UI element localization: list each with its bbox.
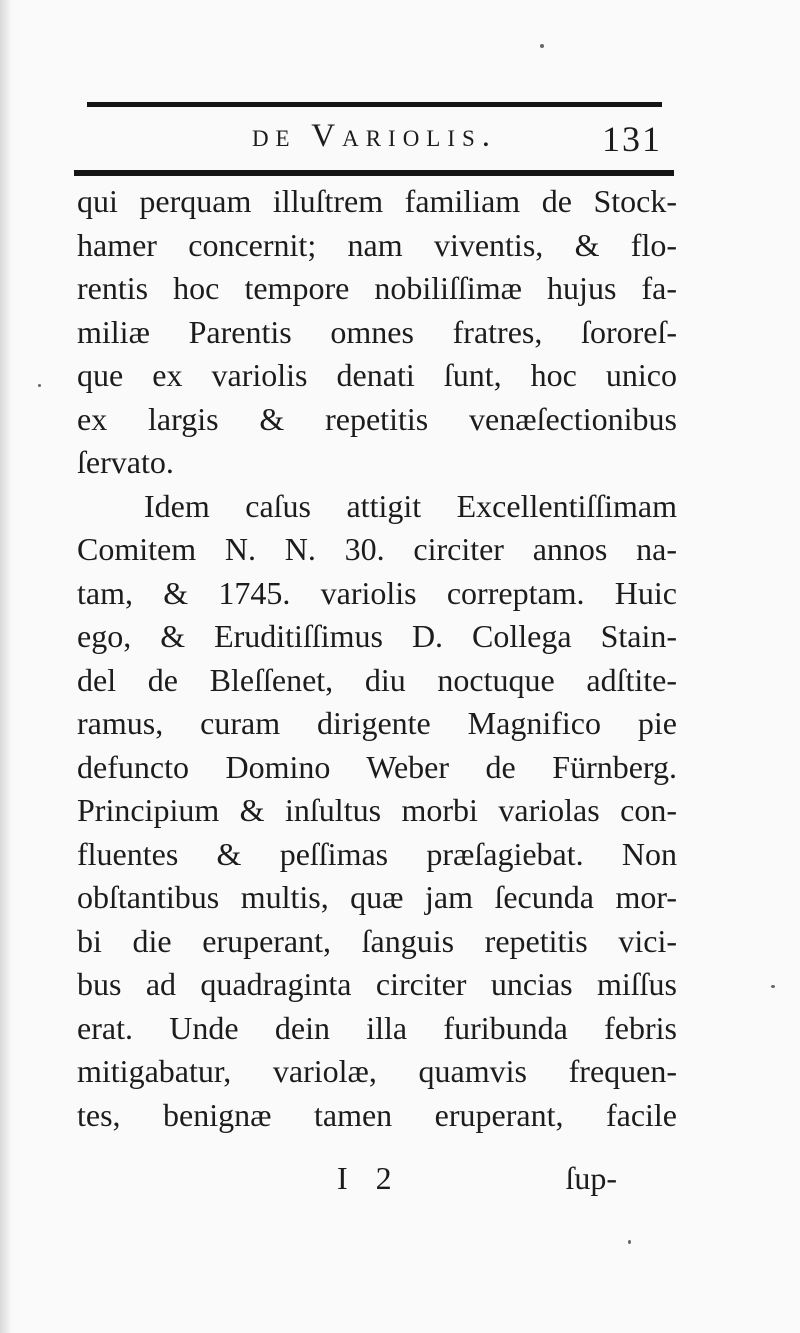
text-line: defuncto Domino Weber de Fürnberg.: [77, 748, 677, 785]
header-rule-top: [87, 102, 662, 107]
text-line: qui perquam illuſtrem familiam de Stock-: [77, 183, 677, 219]
text-line: ramus, curam dirigente Magnifico pie: [77, 705, 677, 741]
text-line: rentis hoc tempore nobiliſſimæ hujus fa-: [77, 270, 677, 306]
page-header: [87, 114, 662, 164]
catchword: ſup-: [565, 1160, 617, 1196]
text-line: erat. Unde dein illa furibunda febris: [77, 1009, 677, 1046]
text-line: Idem caſus attigit Excellentiſſimam: [144, 487, 677, 524]
text-line: Comitem N. N. 30. circiter annos na-: [77, 531, 677, 567]
body-text: [77, 180, 677, 1137]
text-line: tam, & 1745. variolis correptam. Huic: [77, 574, 677, 611]
paper-speck: [771, 985, 775, 988]
text-line: bus ad quadraginta circiter uncias miſſus: [77, 966, 677, 1002]
text-line: ex largis & repetitis venæſectionibus: [77, 400, 677, 437]
text-line: fluentes & peſſimas præſagiebat. Non: [77, 835, 677, 872]
text-line: del de Bleſſenet, diu noctuque adſtite-: [77, 661, 677, 698]
page-number: 131: [602, 119, 662, 159]
text-line: obſtantibus multis, quæ jam ſecunda mor-: [77, 879, 677, 915]
header-rule-bottom: [74, 170, 674, 176]
text-line: tes, benignæ tamen eruperant, facile: [77, 1096, 677, 1133]
text-line: ſervato.: [77, 444, 174, 480]
paper-speck: [628, 1240, 631, 1244]
text-line: mitigabatur, variolæ, quamvis frequen-: [77, 1053, 677, 1089]
page-footer: [77, 1160, 677, 1204]
running-title: de Variolis.: [251, 118, 498, 154]
page-edge-shadow: [0, 0, 12, 1333]
text-line: miliæ Parentis omnes fratres, ſororeſ-: [77, 313, 677, 350]
text-line: hamer concernit; nam viventis, & flo-: [77, 226, 677, 263]
text-line: bi die eruperant, ſanguis repetitis vici-: [77, 922, 677, 959]
text-line: ego, & Eruditiſſimus D. Collega Stain-: [77, 618, 677, 654]
signature-mark: I 2: [337, 1160, 402, 1196]
paper-speck: [540, 44, 544, 48]
text-line: que ex variolis denati ſunt, hoc unico: [77, 357, 677, 393]
text-line: Principium & inſultus morbi variolas con-: [77, 792, 677, 828]
paper-speck: [38, 384, 41, 387]
